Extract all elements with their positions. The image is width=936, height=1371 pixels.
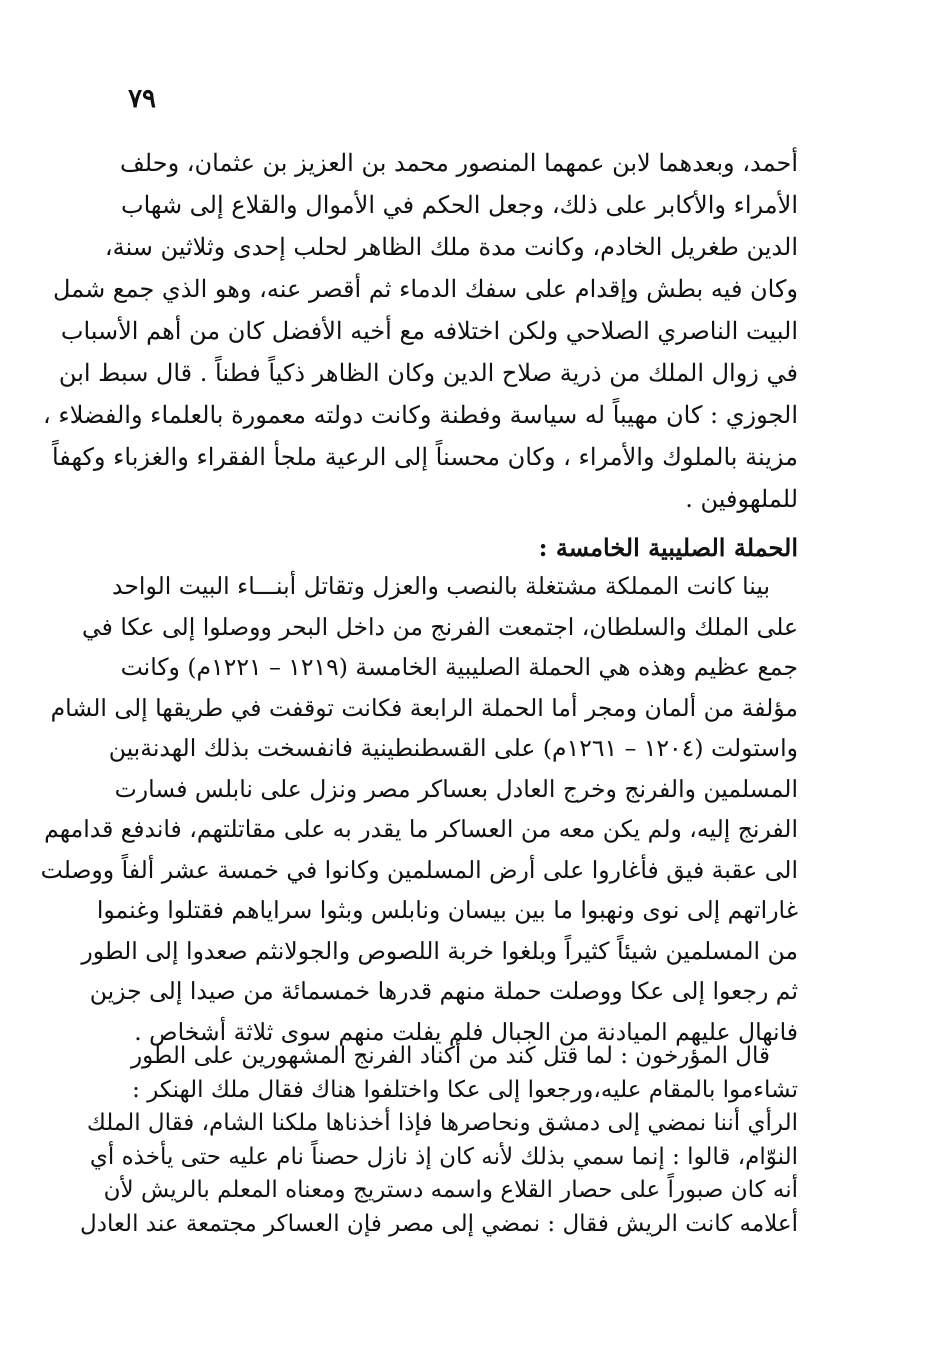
text-line: فانهال عليهم الميادنة من الجبال فلم يفلت منهم سوى ثلاثة أشخاص . (134, 1017, 798, 1046)
text-line: مؤلفة من ألمان ومجر أما الحملة الرابعة فكانت توقفت في طريقها إلى الشام (50, 693, 798, 722)
text-line: وكان فيه بطش وإقدام على سفك الدماء ثم أقصر عنه، وهو الذي جمع شمل (53, 275, 798, 303)
text-line: أنه كان صبوراً على حصار القلاع واسمه دستريج ومعناه المعلم بالريش لأن (103, 1177, 798, 1203)
text-line: للملهوفين . (685, 485, 798, 513)
text-line: جمع عظيم وهذه هي الحملة الصليبية الخامسة (١٢١٩ – ١٢٢١م) وكانت (120, 653, 798, 681)
text-line: من المسلمين شيئاً كثيراً وبلغوا خربة اللصوص والجولانثم صعدوا إلى الطور (81, 936, 798, 965)
text-line: واستولت (١٢٠٤ – ١٢٦١م) على القسطنطينية فانفسخت بذلك الهدنةبين (108, 734, 798, 762)
text-line: أعلامه كانت الريش فقال : نمضي إلى مصر فإن العساكر مجتمعة عند العادل (80, 1210, 798, 1237)
text-line: الأمراء والأكابر على ذلك، وجعل الحكم في الأموال والقلاع إلى شهاب (120, 191, 798, 219)
text-line: على الملك والسلطان، اجتمعت الفرنج من داخل البحر ووصلوا إلى عكا في (82, 612, 798, 641)
text-line: أحمد، وبعدهما لابن عمهما المنصور محمد بن العزيز بن عثمان، وحلف (119, 149, 798, 177)
text-line: الفرنج إليه، ولم يكن معه من العساكر ما يقدر به على مقاتلتهم، فاندفع قدامهم (44, 815, 798, 843)
text-line: الجوزي : كان مهيباً له سياسة وفطنة وكانت دولته معمورة بالعلماء والفضلاء ، (43, 401, 798, 429)
text-line: مزينة بالملوك والأمراء ، وكان محسناً إلى الرعية ملجأ الفقراء والغزباء وكهفاً (51, 443, 798, 471)
text-line: تشاءموا بالمقام عليه،ورجعوا إلى عكا واختلفوا هناك فقال ملك الهنكر : (132, 1076, 798, 1103)
text-line: غاراتهم إلى نوى ونهبوا ما بين بيسان ونابلس وبثوا سراياهم فقتلوا وغنموا (96, 896, 798, 924)
text-line: في زوال الملك من ذرية صلاح الدين وكان الظاهر ذكياً فطناً . قال سبط ابن (58, 359, 798, 387)
text-line: ثم رجعوا إلى عكا ووصلت حملة منهم قدرها خمسمائة من صيدا إلى جزين (89, 977, 798, 1005)
paragraph-3 (80, 1040, 798, 1241)
text-line: النوّام، قالوا : إنما سمي بذلك لأنه كان إذ نازل حصناً نام عليه حتى يأخذه أي (89, 1143, 798, 1170)
text-line: الدين طغريل الخادم، وكانت مدة ملك الظاهر لحلب إحدى وثلاثين سنة، (104, 233, 798, 261)
paragraph-1 (43, 142, 798, 520)
text-line: قال المؤرخون : لما قتل كند من أكناد الفرنج المشهورين على الطور (131, 1043, 770, 1069)
paragraph-2 (40, 566, 798, 1052)
text-line: الرأي أننا نمضي إلى دمشق ونحاصرها فإذا أخذناها ملكنا الشام، فقال الملك (86, 1110, 798, 1136)
text-line: المسلمين والفرنج وخرج العادل بعساكر مصر ونزل على نابلس فسارت (114, 774, 798, 803)
page-number: ٧٩ (128, 84, 156, 114)
text-line: بينا كانت المملكة مشتغلة بالنصب والعزل وتقاتل أبنـــاء البيت الواحد (112, 572, 770, 600)
section-heading: الحملة الصليبية الخامسة : (538, 533, 798, 562)
text-line: البيت الناصري الصلاحي ولكن اختلافه مع أخيه الأفضل كان من أهم الأسباب (60, 317, 798, 345)
text-line: الى عقبة فيق فأغاروا على أرض المسلمين وكانوا في خمسة عشر ألفاً ووصلت (40, 855, 798, 884)
